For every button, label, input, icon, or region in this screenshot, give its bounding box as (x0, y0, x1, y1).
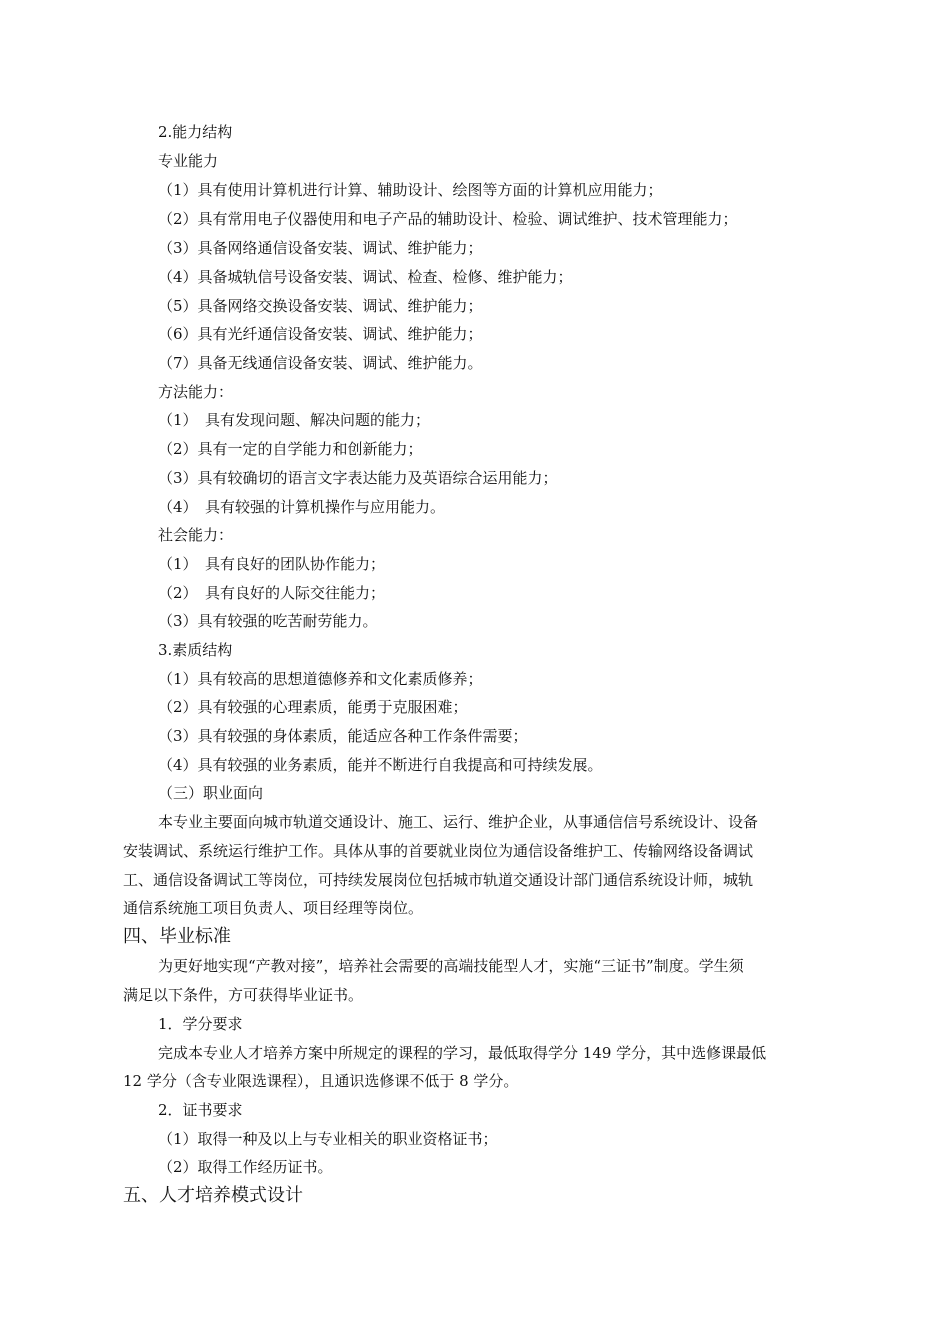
list-item: （4） 具有较强的计算机操作与应用能力。 (158, 498, 446, 516)
paragraph-line: 完成本专业人才培养方案中所规定的课程的学习，最低取得学分 149 学分，其中选修课最低 (158, 1044, 767, 1062)
list-item: （7）具备无线通信设备安装、调试、维护能力。 (158, 354, 483, 372)
subheading-certificate-requirements: 2．证书要求 (158, 1101, 243, 1119)
subheading-credit-requirements: 1．学分要求 (158, 1015, 243, 1033)
list-item: （1）具有较高的思想道德修养和文化素质修养； (158, 670, 483, 688)
paragraph-line: 12 学分（含专业限选课程），且通识选修课不低于 8 学分。 (123, 1072, 519, 1090)
list-item: （2）具有一定的自学能力和创新能力； (158, 440, 423, 458)
list-item: （3）具有较强的吃苦耐劳能力。 (158, 612, 378, 630)
list-item: （1）具有使用计算机进行计算、辅助设计、绘图等方面的计算机应用能力； (158, 181, 663, 199)
subheading-method-ability: 方法能力： (158, 383, 234, 401)
paragraph-line: 为更好地实现“产教对接”，培养社会需要的高端技能型人才，实施“三证书”制度。学生须 (158, 957, 744, 975)
list-item: （3）具备网络通信设备安装、调试、维护能力； (158, 239, 483, 257)
section-title-quality-structure: 3.素质结构 (158, 641, 233, 659)
list-item: （3）具有较强的身体素质，能适应各种工作条件需要； (158, 727, 528, 745)
list-item: （4）具有较强的业务素质，能并不断进行自我提高和可持续发展。 (158, 756, 603, 774)
list-item: （2） 具有良好的人际交往能力； (158, 584, 386, 602)
paragraph-line: 满足以下条件，方可获得毕业证书。 (123, 986, 364, 1004)
section-title-ability-structure: 2.能力结构 (158, 123, 233, 141)
list-item: （2）具有较强的心理素质，能勇于克服困难； (158, 698, 468, 716)
list-item: （4）具备城轨信号设备安装、调试、检查、检修、维护能力； (158, 268, 573, 286)
heading-graduation-standards: 四、毕业标准 (123, 926, 231, 947)
paragraph-line: 本专业主要面向城市轨道交通设计、施工、运行、维护企业，从事通信信号系统设计、设备 (158, 813, 759, 831)
subheading-social-ability: 社会能力： (158, 526, 234, 544)
list-item: （1）取得一种及以上与专业相关的职业资格证书； (158, 1130, 498, 1148)
subheading-career-orientation: （三）职业面向 (158, 784, 264, 802)
paragraph-line: 安装调试、系统运行维护工作。具体从事的首要就业岗位为通信设备维护工、传输网络设备调试 (123, 842, 754, 860)
list-item: （2）取得工作经历证书。 (158, 1158, 333, 1176)
list-item: （3）具有较确切的语言文字表达能力及英语综合运用能力； (158, 469, 558, 487)
list-item: （1） 具有良好的团队协作能力； (158, 555, 386, 573)
list-item: （2）具有常用电子仪器使用和电子产品的辅助设计、检验、调试维护、技术管理能力； (158, 210, 738, 228)
list-item: （5）具备网络交换设备安装、调试、维护能力； (158, 297, 483, 315)
subheading-professional-ability: 专业能力 (158, 152, 219, 170)
heading-talent-training-model: 五、人才培养模式设计 (123, 1185, 303, 1206)
list-item: （6）具有光纤通信设备安装、调试、维护能力； (158, 325, 483, 343)
paragraph-line: 通信系统施工项目负责人、项目经理等岗位。 (123, 899, 424, 917)
list-item: （1） 具有发现问题、解决问题的能力； (158, 411, 431, 429)
paragraph-line: 工、通信设备调试工等岗位，可持续发展岗位包括城市轨道交通设计部门通信系统设计师，城轨 (123, 871, 754, 889)
